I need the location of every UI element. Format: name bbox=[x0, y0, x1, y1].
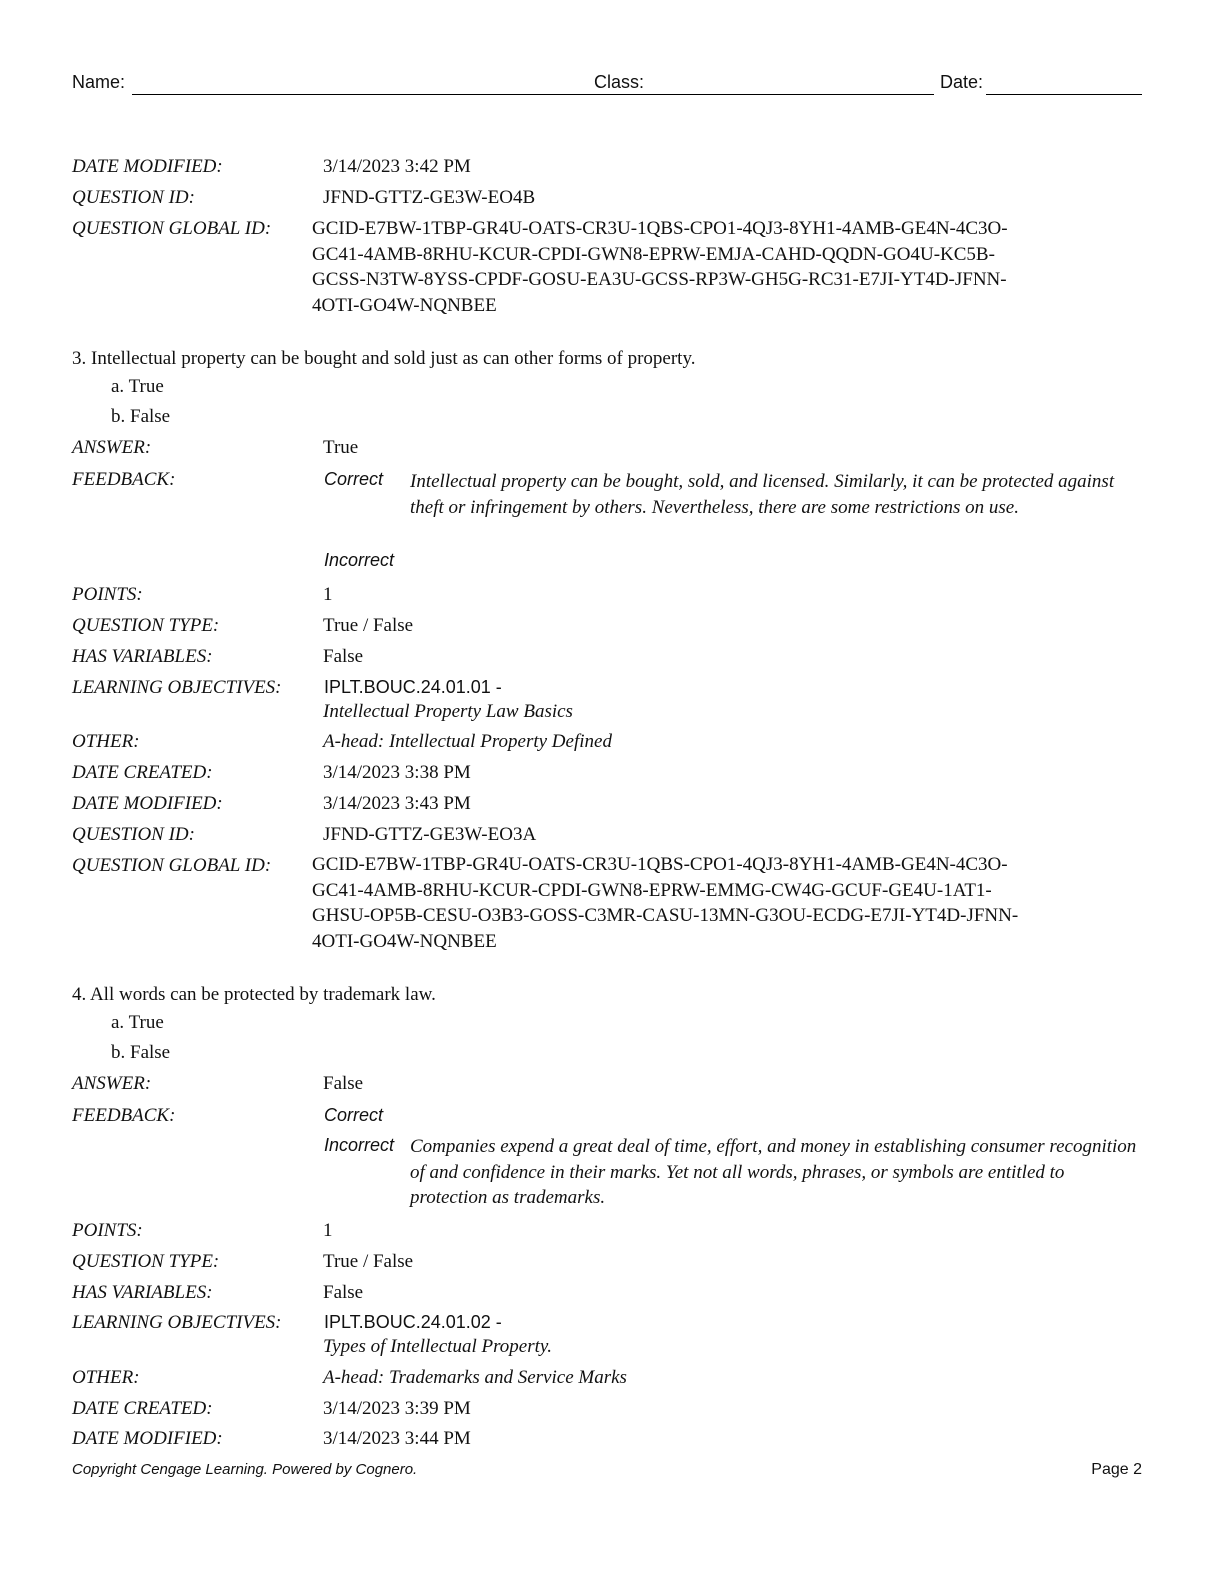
q4-feedback-incorrect-text: Companies expend a great deal of time, effort, and money in establishing consumer recognition of and confidence in their marks. Yet not all words, phrases, or symbols are entitled to protection as trademarks. bbox=[410, 1136, 1137, 1208]
field-label: ANSWER: bbox=[72, 1073, 152, 1094]
field-value: JFND-GTTZ-GE3W-EO3A bbox=[323, 824, 537, 845]
lo-text: Intellectual Property Law Basics bbox=[323, 701, 573, 722]
field-label: QUESTION GLOBAL ID: bbox=[72, 855, 272, 876]
field-label: DATE CREATED: bbox=[72, 762, 213, 783]
q4-feedback-incorrect-tag: Incorrect bbox=[324, 1135, 395, 1155]
field-label: LEARNING OBJECTIVES: bbox=[72, 1312, 282, 1333]
lo-code: IPLT.BOUC.24.01.01 - bbox=[324, 677, 502, 697]
field-label: QUESTION TYPE: bbox=[72, 1251, 220, 1272]
field-label: HAS VARIABLES: bbox=[72, 1282, 213, 1303]
field-label: DATE MODIFIED: bbox=[72, 793, 223, 814]
field-value: False bbox=[323, 1073, 364, 1094]
field-label: DATE MODIFIED: bbox=[72, 156, 223, 177]
field-value: False bbox=[323, 1282, 364, 1303]
field-value: True bbox=[323, 437, 359, 458]
q3-global-id-value: GCID-E7BW-1TBP-GR4U-OATS-CR3U-1QBS-CPO1-4QJ3-8YH1-4AMB-GE4N-4C3O- GC41-4AMB-8RHU-KCUR-CPDI-GWN8-EPRW-EMMG-CW4G-GCUF-GE4U-1AT1- GHSU-OP5B-CESU-O3B3-GOSS-C3MR-CASU-13MN-G3OU-ECDG-E7JI-YT4D-JFNN- 4OTI-GO4W-NQNBEE bbox=[312, 854, 1019, 952]
field-value: True / False bbox=[323, 1251, 414, 1272]
date-line bbox=[986, 94, 1142, 95]
date-label: Date: bbox=[940, 72, 984, 92]
lo-text: Types of Intellectual Property. bbox=[323, 1336, 553, 1357]
field-label: FEEDBACK: bbox=[72, 1105, 176, 1126]
q3-option-b: b. False bbox=[111, 406, 171, 427]
field-value: 3/14/2023 3:42 PM bbox=[323, 156, 471, 177]
field-label: DATE CREATED: bbox=[72, 1398, 213, 1419]
field-label: LEARNING OBJECTIVES: bbox=[72, 677, 282, 698]
q4-option-b: b. False bbox=[111, 1042, 171, 1063]
q3-feedback-correct-text: Intellectual property can be bought, sold, and licensed. Similarly, it can be protected against theft or infringement by others. Nevertheless, there are some restrictions on use. bbox=[410, 471, 1115, 518]
field-label: QUESTION ID: bbox=[72, 824, 195, 845]
field-label: POINTS: bbox=[72, 584, 143, 605]
class-line bbox=[650, 94, 934, 95]
field-value: 3/14/2023 3:43 PM bbox=[323, 793, 471, 814]
page-number: Page 2 bbox=[1091, 1461, 1142, 1478]
field-value: 3/14/2023 3:44 PM bbox=[323, 1428, 471, 1449]
q3-feedback-correct-tag: Correct bbox=[324, 469, 384, 489]
name-label: Name: bbox=[72, 72, 126, 92]
field-value: True / False bbox=[323, 615, 414, 636]
q4-feedback-correct-tag: Correct bbox=[324, 1105, 384, 1125]
worksheet-header bbox=[72, 72, 1142, 98]
field-value: JFND-GTTZ-GE3W-EO4B bbox=[323, 187, 536, 208]
q3-question-text: 3. Intellectual property can be bought and sold just as can other forms of property. bbox=[72, 348, 696, 369]
field-label: QUESTION ID: bbox=[72, 187, 195, 208]
field-label: HAS VARIABLES: bbox=[72, 646, 213, 667]
q2-global-id-value: GCID-E7BW-1TBP-GR4U-OATS-CR3U-1QBS-CPO1-4QJ3-8YH1-4AMB-GE4N-4C3O- GC41-4AMB-8RHU-KCUR-CPDI-GWN8-EPRW-EMJA-CAHD-QQDN-GO4U-KC5B- GCSS-N3TW-8YSS-CPDF-GOSU-EA3U-GCSS-RP3W-GH5G-RC31-E7JI-YT4D-JFNN- 4OTI-GO4W-NQNBEE bbox=[312, 218, 1008, 316]
field-label: QUESTION GLOBAL ID: bbox=[72, 218, 272, 239]
q3-feedback-incorrect-tag: Incorrect bbox=[324, 550, 395, 570]
field-value: False bbox=[323, 646, 364, 667]
field-value: 1 bbox=[323, 584, 333, 605]
field-label: DATE MODIFIED: bbox=[72, 1428, 223, 1449]
name-line bbox=[132, 94, 660, 95]
field-label: ANSWER: bbox=[72, 437, 152, 458]
field-label: QUESTION TYPE: bbox=[72, 615, 220, 636]
field-value: A-head: Trademarks and Service Marks bbox=[323, 1367, 627, 1388]
q3-option-a: a. True bbox=[111, 376, 164, 397]
class-label: Class: bbox=[594, 72, 645, 92]
q4-question-text: 4. All words can be protected by trademark law. bbox=[72, 984, 436, 1005]
field-label: OTHER: bbox=[72, 731, 140, 752]
footer-copyright: Copyright Cengage Learning. Powered by Cognero. bbox=[72, 1461, 418, 1478]
field-value: 1 bbox=[323, 1220, 333, 1241]
field-value: 3/14/2023 3:39 PM bbox=[323, 1398, 471, 1419]
field-value: 3/14/2023 3:38 PM bbox=[323, 762, 471, 783]
q4-option-a: a. True bbox=[111, 1012, 164, 1033]
field-value: A-head: Intellectual Property Defined bbox=[323, 731, 612, 752]
field-label: OTHER: bbox=[72, 1367, 140, 1388]
lo-code: IPLT.BOUC.24.01.02 - bbox=[324, 1312, 502, 1332]
field-label: POINTS: bbox=[72, 1220, 143, 1241]
field-label: FEEDBACK: bbox=[72, 469, 176, 490]
